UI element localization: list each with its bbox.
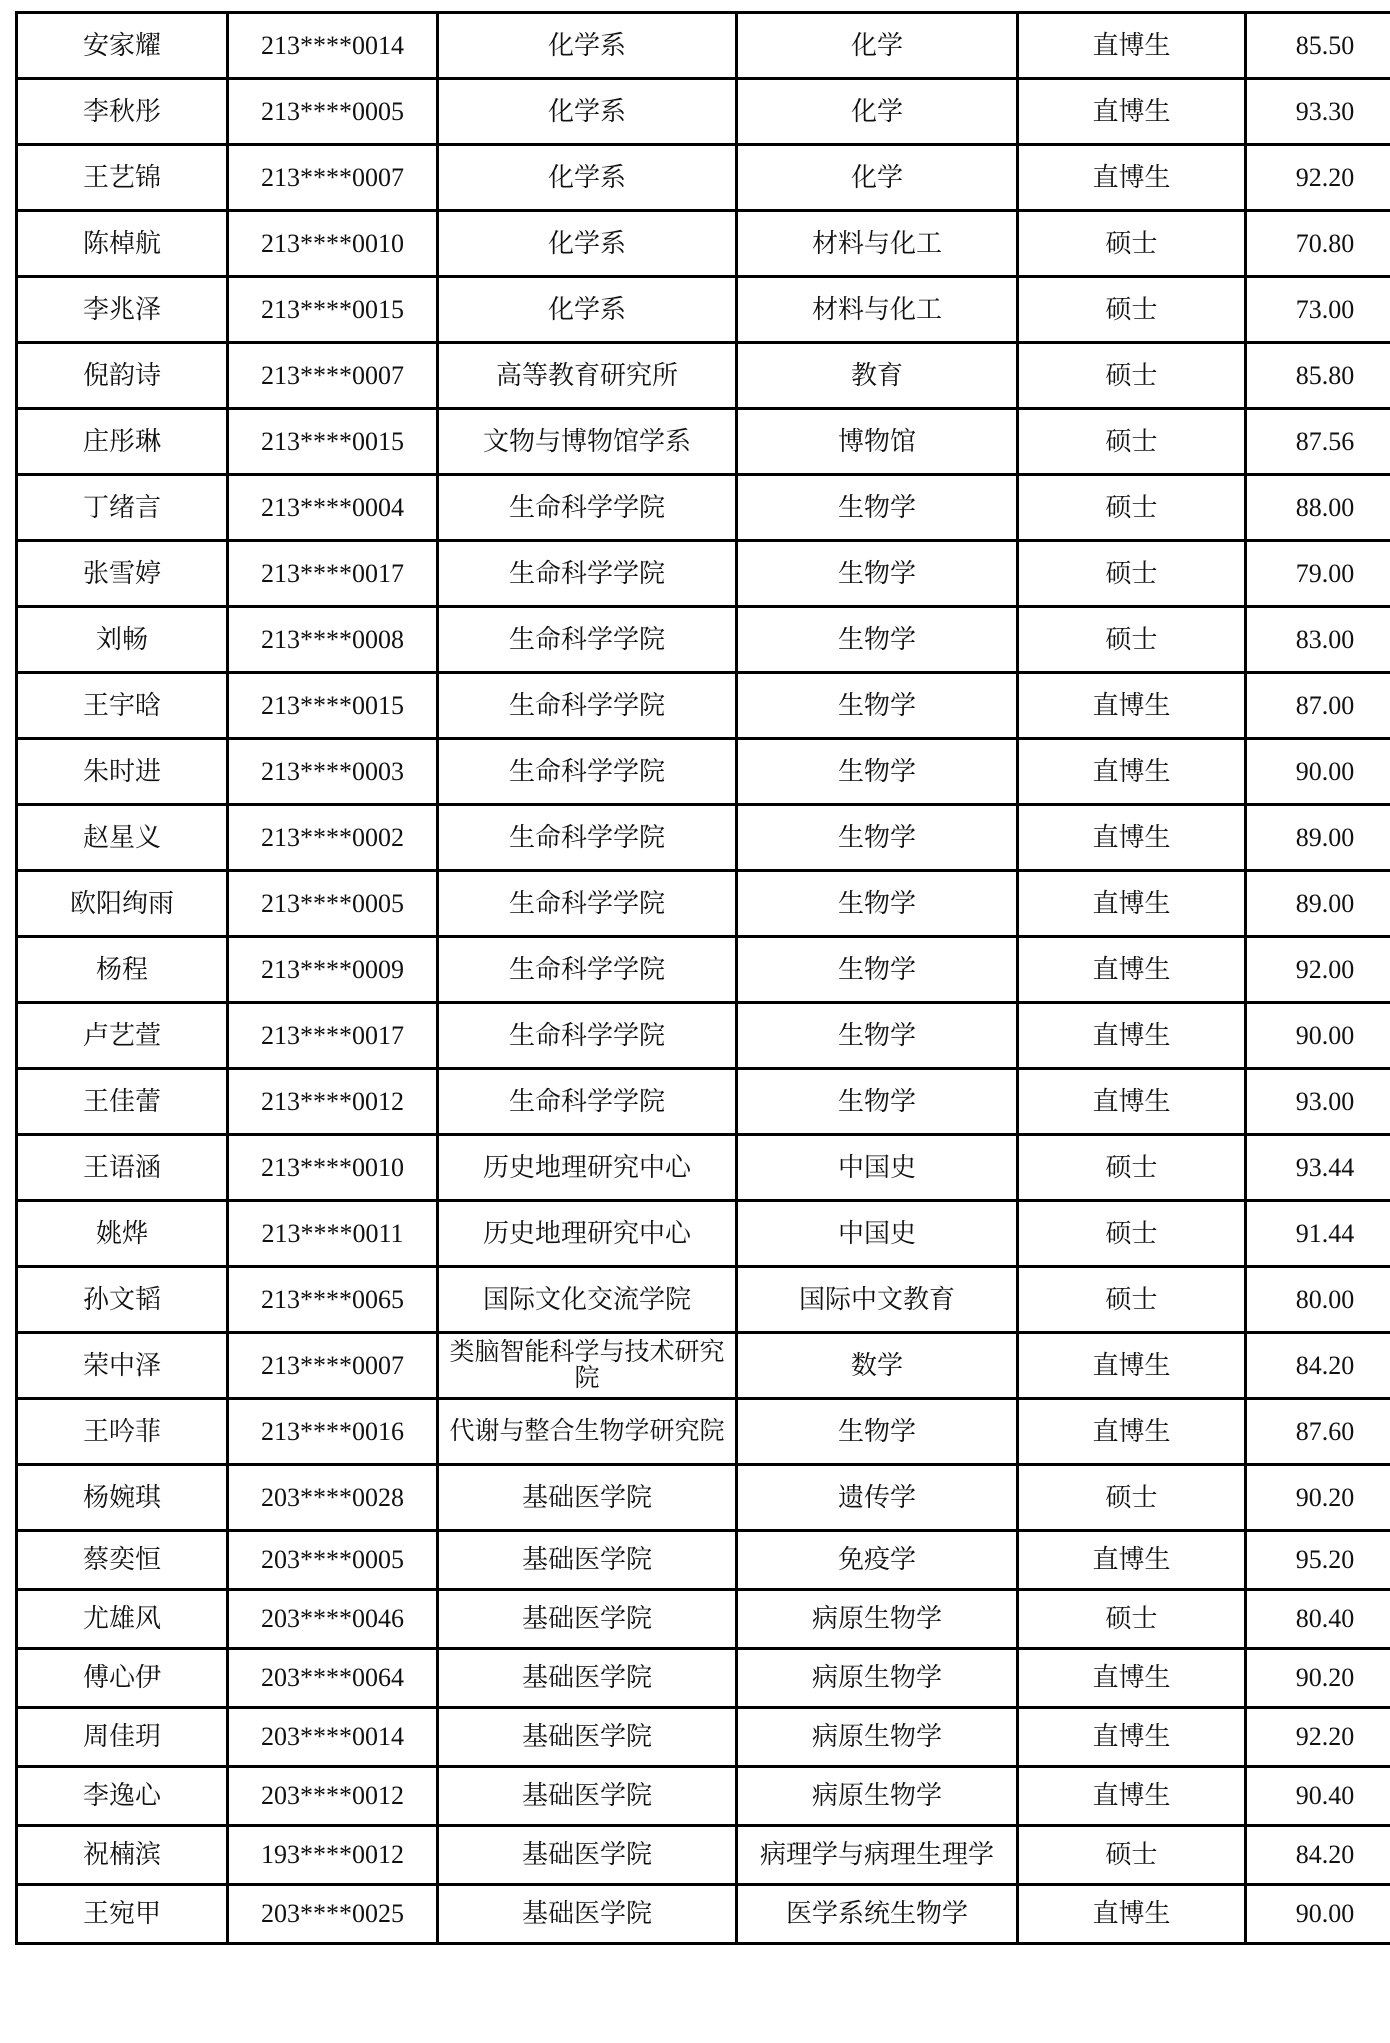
score-cell: 84.20: [1246, 1826, 1390, 1885]
major-cell: 生物学: [737, 475, 1018, 541]
student-id-cell: 213****0005: [228, 79, 438, 145]
department-cell: 基础医学院: [438, 1465, 737, 1531]
score-cell: 80.00: [1246, 1267, 1390, 1333]
table-row: [17, 805, 1390, 871]
student-name-cell: 张雪婷: [17, 541, 228, 607]
student-name-cell: 李逸心: [17, 1767, 228, 1826]
department-cell: 生命科学学院: [438, 1003, 737, 1069]
student-name-cell: 王佳蕾: [17, 1069, 228, 1135]
student-id-cell: 203****0046: [228, 1590, 438, 1649]
student-id-cell: 213****0007: [228, 343, 438, 409]
table-row: [17, 1767, 1390, 1826]
department-cell: 基础医学院: [438, 1826, 737, 1885]
student-name-cell: 安家耀: [17, 13, 228, 79]
major-cell: 中国史: [737, 1135, 1018, 1201]
department-cell: 化学系: [438, 13, 737, 79]
table-row: [17, 1826, 1390, 1885]
admission-roster-table: [15, 11, 1390, 1945]
student-id-cell: 213****0003: [228, 739, 438, 805]
major-cell: 生物学: [737, 1003, 1018, 1069]
student-name-cell: 李秋彤: [17, 79, 228, 145]
program-type-cell: 直博生: [1018, 1885, 1246, 1944]
score-cell: 87.60: [1246, 1399, 1390, 1465]
student-id-cell: 193****0012: [228, 1826, 438, 1885]
department-cell: 高等教育研究所: [438, 343, 737, 409]
student-id-cell: 213****0005: [228, 871, 438, 937]
program-type-cell: 硕士: [1018, 1201, 1246, 1267]
department-cell: 生命科学学院: [438, 871, 737, 937]
program-type-cell: 硕士: [1018, 1267, 1246, 1333]
student-id-cell: 213****0015: [228, 409, 438, 475]
department-cell: 文物与博物馆学系: [438, 409, 737, 475]
student-id-cell: 213****0065: [228, 1267, 438, 1333]
student-name-cell: 卢艺萱: [17, 1003, 228, 1069]
program-type-cell: 硕士: [1018, 475, 1246, 541]
table-row: [17, 1201, 1390, 1267]
student-name-cell: 王宇晗: [17, 673, 228, 739]
score-cell: 93.30: [1246, 79, 1390, 145]
student-id-cell: 213****0004: [228, 475, 438, 541]
program-type-cell: 直博生: [1018, 1399, 1246, 1465]
major-cell: 病原生物学: [737, 1708, 1018, 1767]
department-cell: 基础医学院: [438, 1708, 737, 1767]
student-name-cell: 尤雄风: [17, 1590, 228, 1649]
student-name-cell: 杨婉琪: [17, 1465, 228, 1531]
student-name-cell: 周佳玥: [17, 1708, 228, 1767]
student-name-cell: 荣中泽: [17, 1333, 228, 1399]
table-row: [17, 277, 1390, 343]
major-cell: 生物学: [737, 1399, 1018, 1465]
major-cell: 化学: [737, 13, 1018, 79]
score-cell: 93.44: [1246, 1135, 1390, 1201]
student-id-cell: 203****0028: [228, 1465, 438, 1531]
program-type-cell: 直博生: [1018, 13, 1246, 79]
major-cell: 生物学: [737, 673, 1018, 739]
major-cell: 化学: [737, 145, 1018, 211]
department-cell: 化学系: [438, 79, 737, 145]
major-cell: 材料与化工: [737, 277, 1018, 343]
department-cell: 生命科学学院: [438, 1069, 737, 1135]
student-id-cell: 213****0009: [228, 937, 438, 1003]
score-cell: 92.20: [1246, 145, 1390, 211]
student-id-cell: 213****0017: [228, 1003, 438, 1069]
major-cell: 医学系统生物学: [737, 1885, 1018, 1944]
score-cell: 93.00: [1246, 1069, 1390, 1135]
department-cell: 化学系: [438, 145, 737, 211]
score-cell: 90.20: [1246, 1465, 1390, 1531]
major-cell: 数学: [737, 1333, 1018, 1399]
department-cell: 生命科学学院: [438, 541, 737, 607]
table-row: [17, 607, 1390, 673]
student-name-cell: 蔡奕恒: [17, 1531, 228, 1590]
table-row: [17, 1708, 1390, 1767]
student-id-cell: 203****0005: [228, 1531, 438, 1590]
department-cell: 类脑智能科学与技术研究院: [438, 1333, 737, 1399]
program-type-cell: 硕士: [1018, 1135, 1246, 1201]
department-cell: 生命科学学院: [438, 739, 737, 805]
department-cell: 历史地理研究中心: [438, 1201, 737, 1267]
program-type-cell: 直博生: [1018, 739, 1246, 805]
major-cell: 生物学: [737, 805, 1018, 871]
student-name-cell: 王宛甲: [17, 1885, 228, 1944]
score-cell: 88.00: [1246, 475, 1390, 541]
major-cell: 国际中文教育: [737, 1267, 1018, 1333]
program-type-cell: 硕士: [1018, 343, 1246, 409]
program-type-cell: 直博生: [1018, 1649, 1246, 1708]
program-type-cell: 硕士: [1018, 211, 1246, 277]
major-cell: 生物学: [737, 739, 1018, 805]
student-name-cell: 杨程: [17, 937, 228, 1003]
student-id-cell: 213****0017: [228, 541, 438, 607]
program-type-cell: 直博生: [1018, 79, 1246, 145]
table-row: [17, 211, 1390, 277]
department-cell: 生命科学学院: [438, 805, 737, 871]
score-cell: 90.00: [1246, 739, 1390, 805]
table-row: [17, 1649, 1390, 1708]
student-id-cell: 203****0014: [228, 1708, 438, 1767]
table-row: [17, 409, 1390, 475]
score-cell: 90.20: [1246, 1649, 1390, 1708]
student-name-cell: 陈棹航: [17, 211, 228, 277]
score-cell: 91.44: [1246, 1201, 1390, 1267]
program-type-cell: 直博生: [1018, 1708, 1246, 1767]
major-cell: 病原生物学: [737, 1767, 1018, 1826]
major-cell: 材料与化工: [737, 211, 1018, 277]
department-cell: 基础医学院: [438, 1649, 737, 1708]
student-id-cell: 213****0010: [228, 1135, 438, 1201]
major-cell: 生物学: [737, 1069, 1018, 1135]
department-cell: 历史地理研究中心: [438, 1135, 737, 1201]
table-row: [17, 871, 1390, 937]
score-cell: 87.56: [1246, 409, 1390, 475]
student-name-cell: 王语涵: [17, 1135, 228, 1201]
student-id-cell: 213****0012: [228, 1069, 438, 1135]
score-cell: 73.00: [1246, 277, 1390, 343]
major-cell: 遗传学: [737, 1465, 1018, 1531]
program-type-cell: 直博生: [1018, 871, 1246, 937]
table-row: [17, 1885, 1390, 1944]
student-name-cell: 刘畅: [17, 607, 228, 673]
department-cell: 代谢与整合生物学研究院: [438, 1399, 737, 1465]
program-type-cell: 硕士: [1018, 277, 1246, 343]
table-row: [17, 1399, 1390, 1465]
table-row: [17, 1590, 1390, 1649]
table-row: [17, 1135, 1390, 1201]
department-cell: 基础医学院: [438, 1531, 737, 1590]
program-type-cell: 硕士: [1018, 607, 1246, 673]
student-id-cell: 213****0015: [228, 673, 438, 739]
table-row: [17, 13, 1390, 79]
table-row: [17, 1333, 1390, 1399]
major-cell: 生物学: [737, 871, 1018, 937]
table-row: [17, 673, 1390, 739]
major-cell: 病理学与病理生理学: [737, 1826, 1018, 1885]
major-cell: 博物馆: [737, 409, 1018, 475]
student-name-cell: 庄彤琳: [17, 409, 228, 475]
table-row: [17, 343, 1390, 409]
student-id-cell: 213****0007: [228, 145, 438, 211]
student-name-cell: 傅心伊: [17, 1649, 228, 1708]
score-cell: 70.80: [1246, 211, 1390, 277]
score-cell: 90.00: [1246, 1003, 1390, 1069]
major-cell: 教育: [737, 343, 1018, 409]
student-name-cell: 姚烨: [17, 1201, 228, 1267]
student-id-cell: 213****0002: [228, 805, 438, 871]
major-cell: 免疫学: [737, 1531, 1018, 1590]
student-name-cell: 李兆泽: [17, 277, 228, 343]
department-cell: 化学系: [438, 211, 737, 277]
student-name-cell: 丁绪言: [17, 475, 228, 541]
score-cell: 84.20: [1246, 1333, 1390, 1399]
program-type-cell: 硕士: [1018, 1465, 1246, 1531]
score-cell: 80.40: [1246, 1590, 1390, 1649]
department-cell: 生命科学学院: [438, 673, 737, 739]
program-type-cell: 直博生: [1018, 1767, 1246, 1826]
program-type-cell: 直博生: [1018, 1003, 1246, 1069]
major-cell: 中国史: [737, 1201, 1018, 1267]
department-cell: 基础医学院: [438, 1885, 737, 1944]
program-type-cell: 直博生: [1018, 145, 1246, 211]
program-type-cell: 直博生: [1018, 937, 1246, 1003]
program-type-cell: 硕士: [1018, 409, 1246, 475]
table-row: [17, 937, 1390, 1003]
score-cell: 90.40: [1246, 1767, 1390, 1826]
program-type-cell: 硕士: [1018, 1826, 1246, 1885]
student-name-cell: 倪韵诗: [17, 343, 228, 409]
student-name-cell: 孙文韬: [17, 1267, 228, 1333]
department-cell: 生命科学学院: [438, 475, 737, 541]
student-id-cell: 203****0025: [228, 1885, 438, 1944]
student-id-cell: 213****0010: [228, 211, 438, 277]
score-cell: 83.00: [1246, 607, 1390, 673]
department-cell: 基础医学院: [438, 1590, 737, 1649]
table-row: [17, 1069, 1390, 1135]
major-cell: 化学: [737, 79, 1018, 145]
student-id-cell: 203****0012: [228, 1767, 438, 1826]
score-cell: 87.00: [1246, 673, 1390, 739]
student-id-cell: 213****0011: [228, 1201, 438, 1267]
score-cell: 90.00: [1246, 1885, 1390, 1944]
score-cell: 92.00: [1246, 937, 1390, 1003]
student-id-cell: 213****0015: [228, 277, 438, 343]
student-name-cell: 赵星义: [17, 805, 228, 871]
roster-table-body: [17, 13, 1390, 1944]
student-id-cell: 203****0064: [228, 1649, 438, 1708]
student-name-cell: 王吟菲: [17, 1399, 228, 1465]
student-id-cell: 213****0016: [228, 1399, 438, 1465]
major-cell: 生物学: [737, 607, 1018, 673]
table-row: [17, 79, 1390, 145]
student-name-cell: 王艺锦: [17, 145, 228, 211]
student-name-cell: 祝楠滨: [17, 1826, 228, 1885]
student-name-cell: 欧阳绚雨: [17, 871, 228, 937]
score-cell: 95.20: [1246, 1531, 1390, 1590]
table-row: [17, 1003, 1390, 1069]
program-type-cell: 硕士: [1018, 541, 1246, 607]
table-row: [17, 1531, 1390, 1590]
table-row: [17, 541, 1390, 607]
score-cell: 85.50: [1246, 13, 1390, 79]
student-id-cell: 213****0014: [228, 13, 438, 79]
major-cell: 病原生物学: [737, 1649, 1018, 1708]
score-cell: 92.20: [1246, 1708, 1390, 1767]
department-cell: 国际文化交流学院: [438, 1267, 737, 1333]
student-id-cell: 213****0008: [228, 607, 438, 673]
major-cell: 生物学: [737, 541, 1018, 607]
table-row: [17, 739, 1390, 805]
table-row: [17, 475, 1390, 541]
student-name-cell: 朱时进: [17, 739, 228, 805]
score-cell: 85.80: [1246, 343, 1390, 409]
table-row: [17, 145, 1390, 211]
table-row: [17, 1267, 1390, 1333]
program-type-cell: 直博生: [1018, 1531, 1246, 1590]
major-cell: 病原生物学: [737, 1590, 1018, 1649]
department-cell: 生命科学学院: [438, 937, 737, 1003]
major-cell: 生物学: [737, 937, 1018, 1003]
score-cell: 79.00: [1246, 541, 1390, 607]
student-id-cell: 213****0007: [228, 1333, 438, 1399]
program-type-cell: 直博生: [1018, 805, 1246, 871]
program-type-cell: 直博生: [1018, 673, 1246, 739]
program-type-cell: 硕士: [1018, 1590, 1246, 1649]
department-cell: 基础医学院: [438, 1767, 737, 1826]
score-cell: 89.00: [1246, 871, 1390, 937]
department-cell: 化学系: [438, 277, 737, 343]
program-type-cell: 直博生: [1018, 1069, 1246, 1135]
table-row: [17, 1465, 1390, 1531]
department-cell: 生命科学学院: [438, 607, 737, 673]
score-cell: 89.00: [1246, 805, 1390, 871]
program-type-cell: 直博生: [1018, 1333, 1246, 1399]
